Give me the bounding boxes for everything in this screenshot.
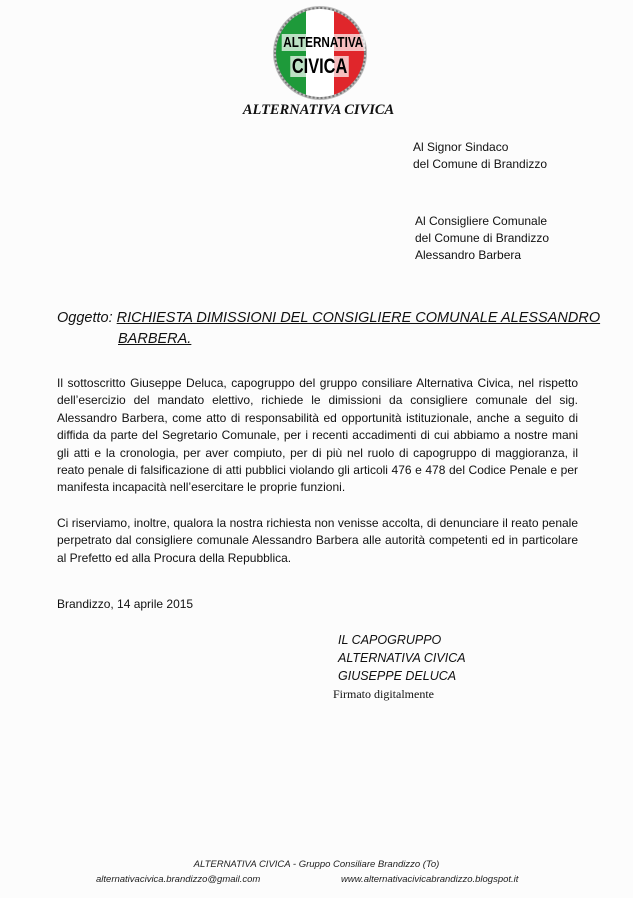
recipient-line: Al Consigliere Comunale <box>415 214 548 228</box>
subject-text-continued: BARBERA. <box>118 331 192 347</box>
logo-text-line: ALTERNATIVA <box>283 34 364 51</box>
alternativa-civica-logo <box>270 5 370 101</box>
logo-word-alternativa <box>270 34 370 51</box>
body-paragraph: Ci riserviamo, inoltre, qualora la nostra richiesta non venisse accolta, di denunciare il reato penale perpetrato dal consigliere comunale Alessandro Barbera alle autorità competenti ed in particolare al Prefetto ed alla Procura della Repubblica. <box>57 516 578 565</box>
signature-group: ALTERNATIVA CIVICA <box>338 651 466 665</box>
signature-name: GIUSEPPE DELUCA <box>338 669 457 683</box>
subject-text: RICHIESTA DIMISSIONI DEL CONSIGLIERE COMUNALE ALESSANDRO <box>116 310 601 326</box>
subject <box>57 308 600 350</box>
recipient-line: del Comune di Brandizzo <box>413 157 548 171</box>
logo-text-line: CIVICA <box>292 55 348 78</box>
digital-signature-note: Firmato digitalmente <box>333 687 434 701</box>
footer-website[interactable]: www.alternativacivicabrandizzo.blogspot.it <box>341 874 519 885</box>
logo-flag-emblem <box>270 5 370 101</box>
recipient-councillor <box>415 213 549 264</box>
recipient-line: del Comune di Brandizzo <box>415 231 550 245</box>
signature-block <box>333 631 466 703</box>
recipient-line: Alessandro Barbera <box>415 248 522 262</box>
footer-email[interactable]: alternativacivica.brandizzo@gmail.com <box>96 874 261 885</box>
document-title: ALTERNATIVA CIVICA <box>242 102 395 118</box>
subject-label: Oggetto: <box>57 310 113 326</box>
body-paragraph: Il sottoscritto Giuseppe Deluca, capogruppo del gruppo consiliare Alternativa Civica, nel rispetto dell’esercizio del mandato elettivo, richiede le dimissioni da consigliere comunale del sig. Alessandro Barbera, come atto di responsabilità ed opportunità istituzionale, anche a seguito di diffida da parte del Segretario Comunale, per i recenti accadimenti di cui abbiamo a nostre mani gli atti e la cronologia, per aver compiuto, per di più nel ruolo di capogruppo di maggioranza, il reato penale di falsificazione di atti pubblici violando gli articoli 476 e 478 del Codice Penale e per manifesta incapacità nell’esercitare le proprie funzioni. <box>57 376 578 495</box>
logo-word-civica <box>270 56 370 77</box>
footer-group: ALTERNATIVA CIVICA - Gruppo Consiliare Brandizzo (To) <box>193 859 440 870</box>
date-line: Brandizzo, 14 aprile 2015 <box>57 597 194 611</box>
recipient-line: Al Signor Sindaco <box>413 140 509 154</box>
signature-role: IL CAPOGRUPPO <box>338 633 442 647</box>
recipient-mayor <box>413 139 547 173</box>
